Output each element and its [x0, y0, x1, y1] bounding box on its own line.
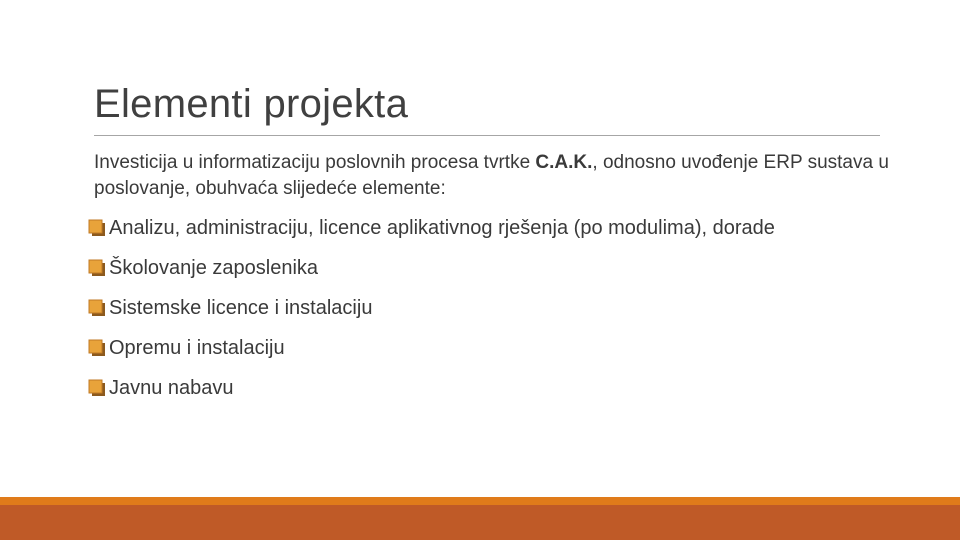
company-name: C.A.K. — [535, 152, 593, 173]
list-item — [88, 296, 775, 320]
title-divider — [94, 135, 880, 136]
footer-accent-stripe — [0, 497, 960, 505]
list-item-text: Školovanje zaposlenika — [109, 256, 319, 279]
checkbox-q-icon — [88, 299, 106, 317]
checkbox-q-icon — [88, 379, 106, 397]
intro-text-end: , odnosno uvođenje ERP sustava u poslovanje, obuhvaća slijedeće elemente: — [94, 152, 889, 199]
bullet-list — [88, 216, 775, 416]
list-item — [88, 256, 775, 280]
intro-text-start: Investicija u informatizaciju poslovnih procesa tvrtke — [94, 152, 536, 173]
checkbox-q-icon — [88, 219, 106, 237]
slide-title: Elementi projekta — [94, 82, 409, 126]
list-item-text: Sistemske licence i instalaciju — [109, 296, 373, 319]
list-item-text: Analizu, administraciju, licence aplikativnog rješenja (po modulima), dorade — [109, 216, 775, 239]
list-item — [88, 336, 775, 360]
checkbox-q-icon — [88, 339, 106, 357]
footer-band — [0, 505, 960, 540]
list-item-text: Opremu i instalaciju — [109, 336, 285, 359]
list-item-text: Javnu nabavu — [109, 376, 234, 399]
list-item — [88, 376, 775, 400]
list-item — [88, 216, 775, 240]
checkbox-q-icon — [88, 259, 106, 277]
intro-paragraph — [94, 150, 894, 202]
